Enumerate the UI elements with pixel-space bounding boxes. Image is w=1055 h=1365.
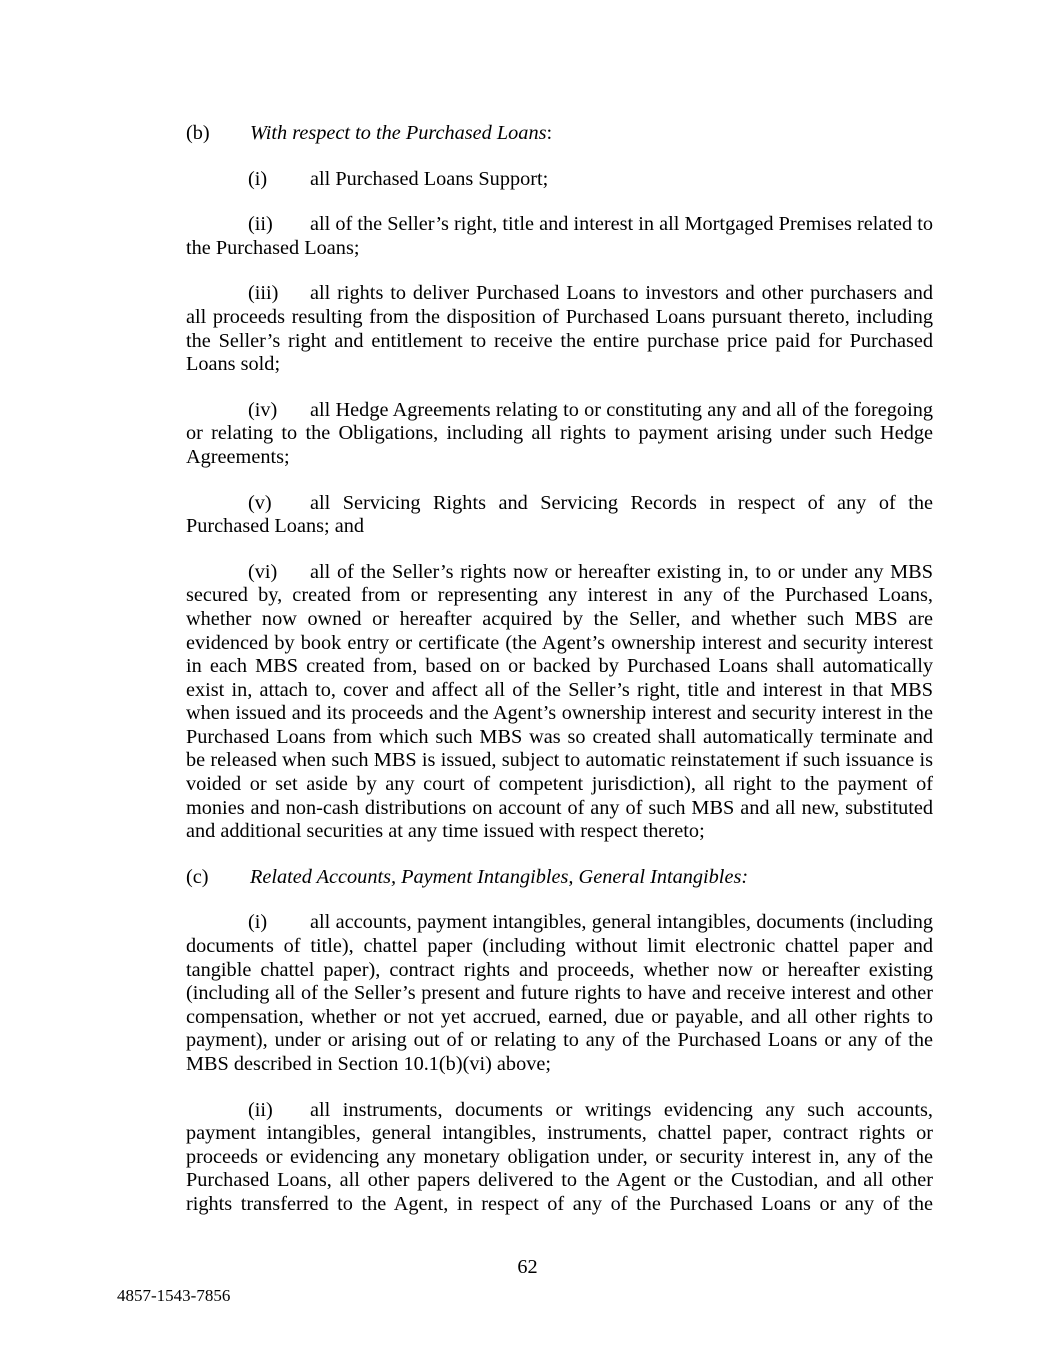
clause-c-title: Related Accounts, Payment Intangibles, General Intangibles: — [250, 865, 749, 888]
item-marker: (i) — [248, 167, 268, 190]
paragraph-b-iii — [186, 282, 933, 376]
paragraph-b-heading — [186, 122, 933, 146]
item-marker: (i) — [248, 911, 268, 934]
item-marker: (ii) — [248, 1098, 273, 1121]
document-id-stamp: 4857-1543-7856 — [117, 1286, 231, 1305]
item-marker: (iv) — [248, 398, 278, 421]
paragraph-b-vi — [186, 561, 933, 844]
paragraph-b-ii — [186, 213, 933, 260]
clause-b-title: With respect to the Purchased Loans — [250, 122, 547, 144]
item-text: all instruments, documents or writings evidencing any such accounts, payment intangibles, general intangibles, instruments, chattel paper, contract rights or proceeds or evidencing any monetary obligation under, or security interest in, any of the Purchased Loans, all other papers delivered to the Agent or the Custodian, and all other rights transferred to the Agent, in respect of any of the Purchased Loans or any of the — [186, 1098, 933, 1215]
item-marker: (vi) — [248, 560, 278, 583]
clause-b-marker: (b) — [186, 122, 210, 144]
document-body — [186, 122, 933, 1239]
item-text: all of the Seller’s rights now or hereafter existing in, to or under any MBS secured by, created from or representing any interest in any of the Purchased Loans, whether now owned or hereafter acquired by the Seller, and whether such MBS are evidenced by book entry or certificate (the Agent’s ownership interest and security interest in each MBS created from, based on or backed by Purchased Loans shall automatically exist in, attach to, cover and affect all of the Seller’s right, title and interest in that MBS when issued and its proceeds and the Agent’s ownership interest and security interest in the Purchased Loans from which such MBS was so created shall automatically terminate and be released when such MBS is issued, subject to automatic reinstatement if such issuance is voided or set aside by any court of competent jurisdiction), all right to the payment of monies and non-cash distributions on account of any of such MBS and all new, substituted and additional securities at any time issued with respect thereto; — [186, 560, 933, 843]
clause-b-title-tail: : — [546, 122, 553, 144]
item-text: all Purchased Loans Support; — [310, 167, 549, 190]
item-text: all Servicing Rights and Servicing Records in respect of any of the Purchased Loans; and — [186, 491, 933, 538]
paragraph-b-v — [186, 492, 933, 539]
paragraph-c-heading — [186, 866, 933, 890]
item-marker: (v) — [248, 491, 272, 514]
item-text: all Hedge Agreements relating to or constituting any and all of the foregoing or relating to the Obligations, including all rights to payment arising under such Hedge Agreements; — [186, 398, 933, 468]
clause-c-marker: (c) — [186, 865, 209, 888]
paragraph-c-i — [186, 911, 933, 1076]
paragraph-b-i — [186, 168, 933, 192]
paragraph-c-ii — [186, 1099, 933, 1217]
paragraph-b-iv — [186, 399, 933, 470]
page-number: 62 — [517, 1256, 538, 1278]
item-text: all of the Seller’s right, title and interest in all Mortgaged Premises related to the Purchased Loans; — [186, 213, 933, 259]
item-text: all accounts, payment intangibles, general intangibles, documents (including documents of title), chattel paper (including without limit electronic chattel paper and tangible chattel paper), contract rights and proceeds, whether now or hereafter existing (including all of the Seller’s present and future rights to have and receive interest and other compensation, whether or not yet accrued, earned, due or payable, and all other rights to payment), under or arising out of or relating to any of the Purchased Loans or any of the MBS described in Section 10.1(b)(vi) above; — [186, 911, 933, 1075]
item-marker: (iii) — [248, 282, 279, 305]
item-marker: (ii) — [248, 213, 273, 236]
item-text: all rights to deliver Purchased Loans to investors and other purchasers and all proceeds resulting from the disposition of Purchased Loans pursuant thereto, including the Seller’s right and entitlement to receive the entire purchase price paid for Purchased Loans sold; — [186, 282, 933, 376]
